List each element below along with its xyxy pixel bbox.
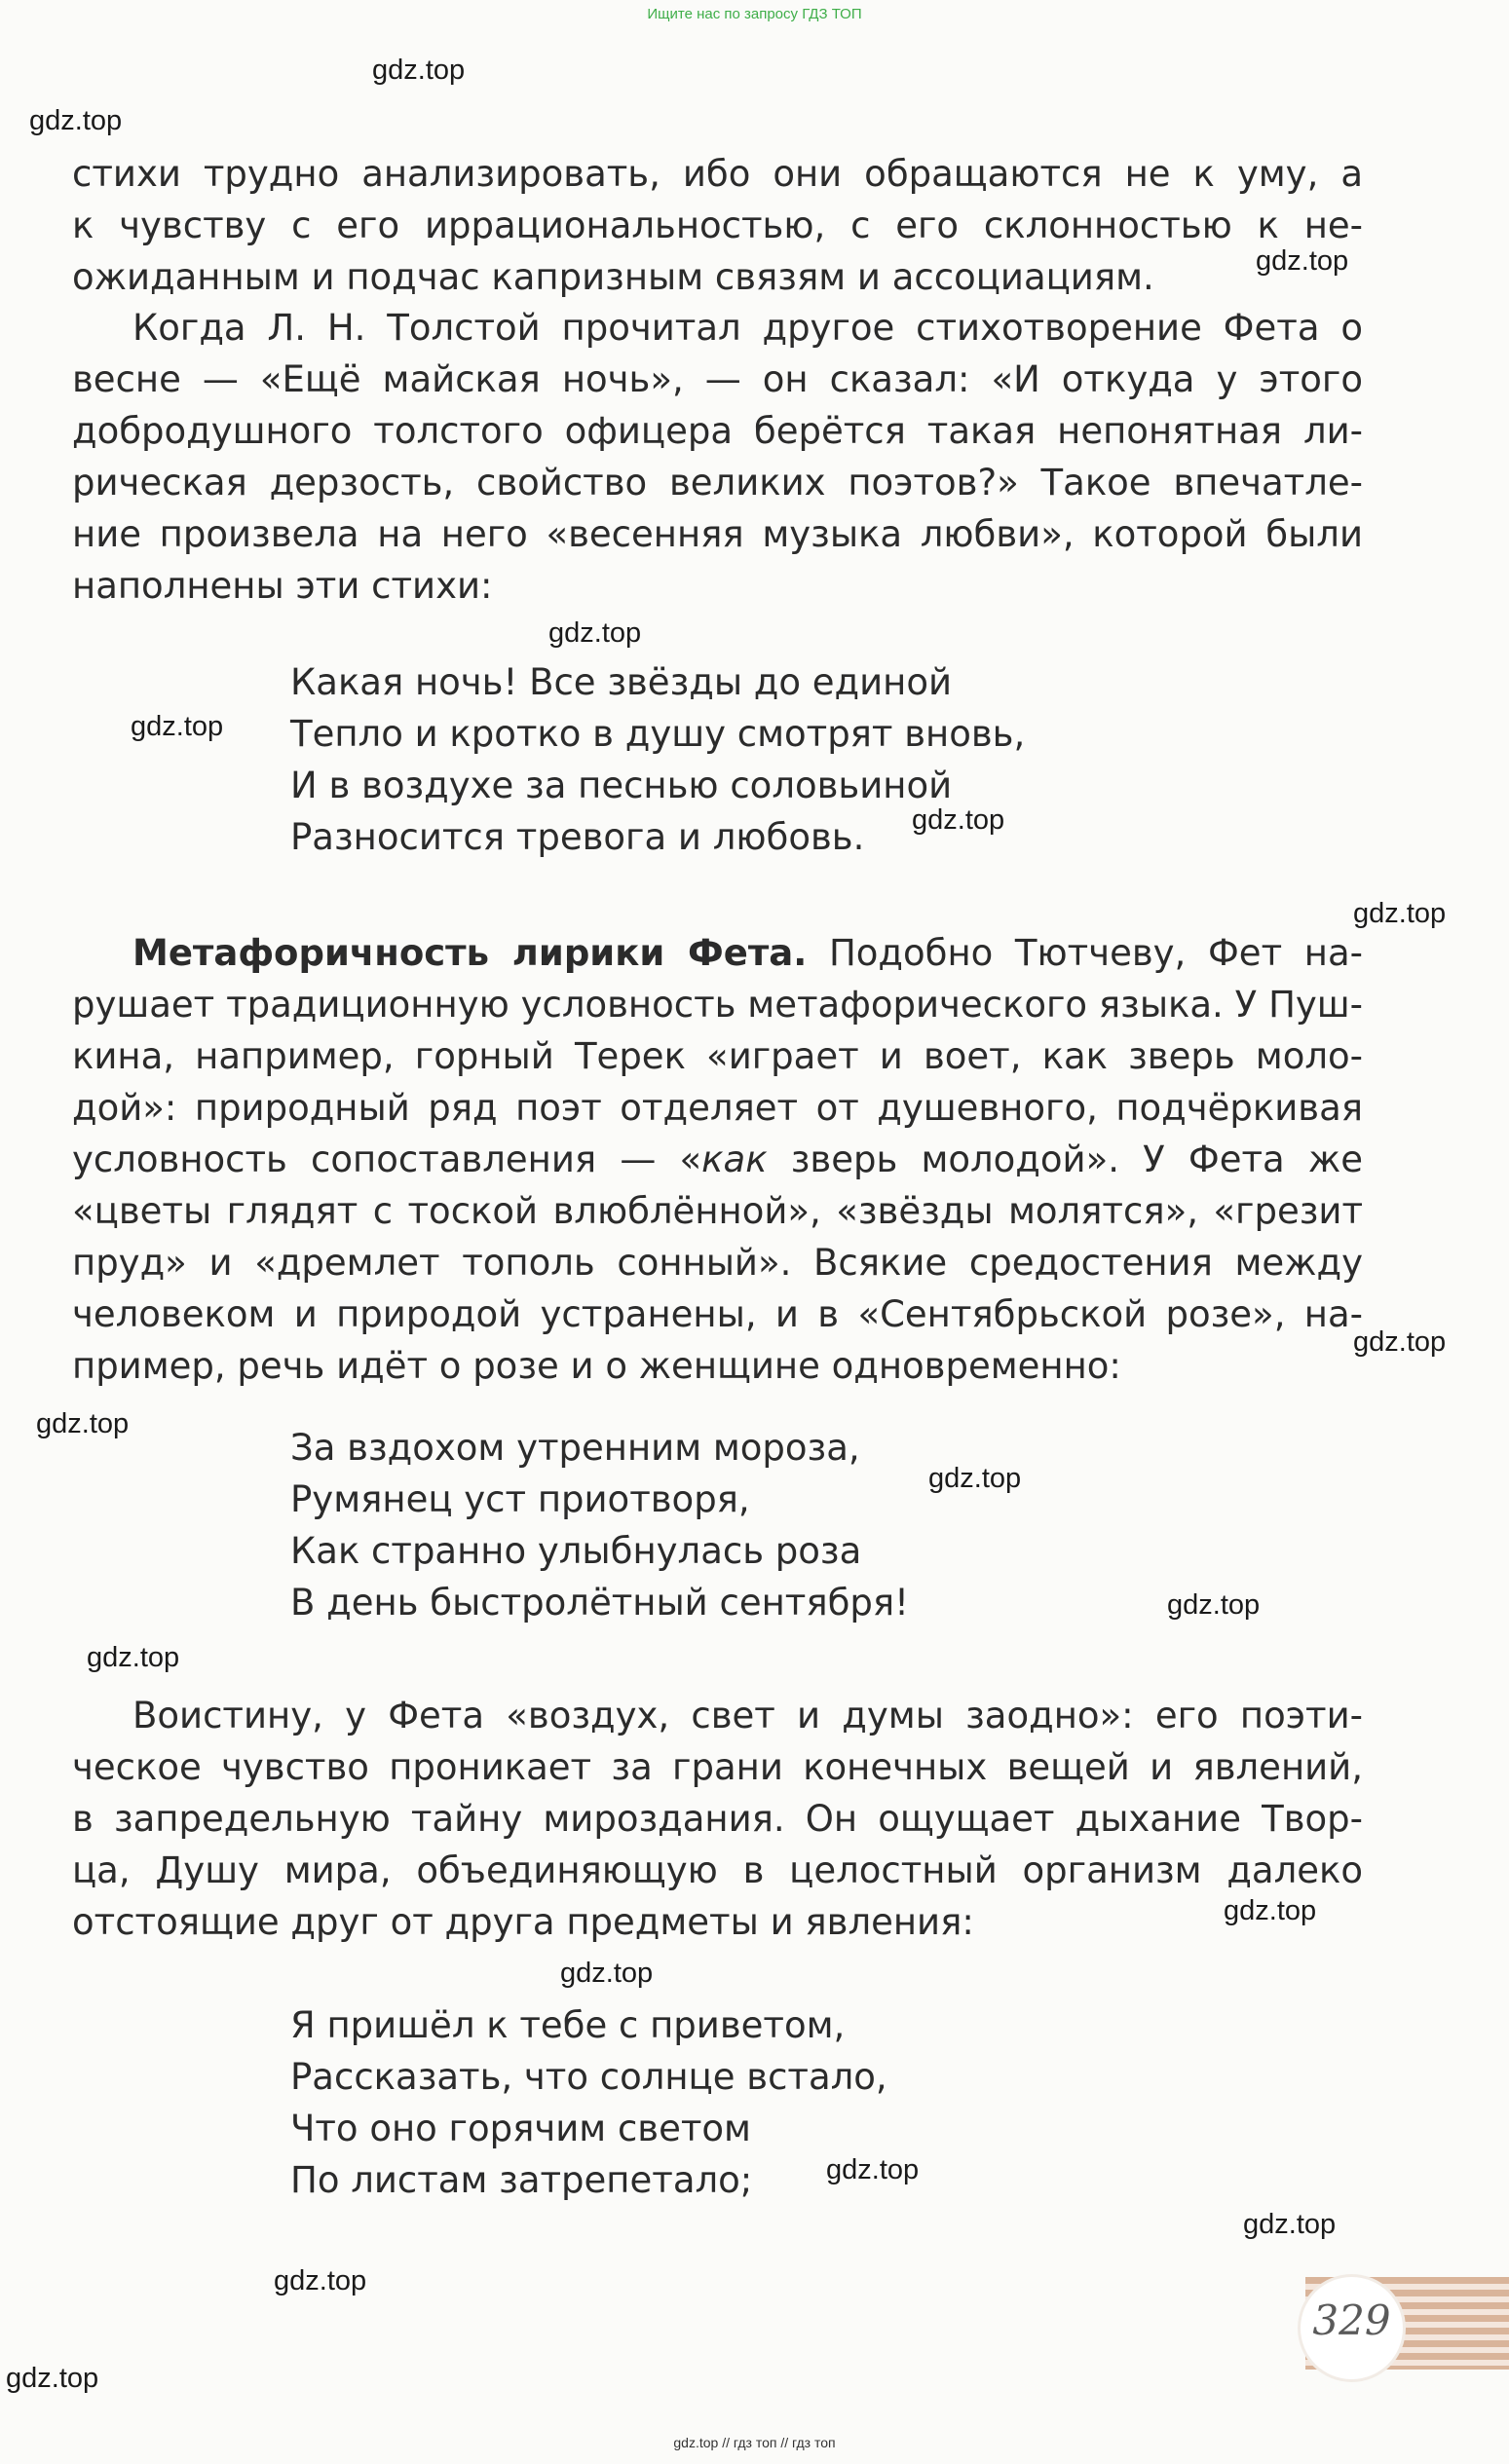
watermark: gdz.top — [372, 55, 466, 86]
paragraph-1 — [72, 148, 1363, 303]
text-line: «цветы глядят с тоской влюблённой», «звёзды молятся», «грезит — [72, 1190, 1363, 1232]
text-line: ческое чувство проникает за грани конечных вещей и явлений, — [72, 1746, 1363, 1788]
italic-word: как — [701, 1139, 768, 1180]
text-line: стихи трудно анализировать, ибо они обращаются не к уму, а — [72, 153, 1363, 195]
watermark: gdz.top — [560, 1958, 654, 1989]
text-line: ожиданным и подчас капризным связям и ассоциациям. — [72, 256, 1154, 298]
watermark: gdz.top — [1256, 245, 1349, 277]
paragraph-3 — [72, 927, 1363, 1392]
text-line: дой»: природный ряд поэт отделяет от душевного, подчёркивая — [72, 1087, 1363, 1129]
text-line: отстоящие друг от друга предметы и явления: — [72, 1901, 974, 1943]
text-line: добродушного толстого офицера берётся такая непонятная ли- — [72, 410, 1363, 452]
text-line: человеком и природой устранены, и в «Сентябрьской розе», на- — [72, 1293, 1363, 1335]
text-line: кина, например, горный Терек «играет и воет, как зверь моло- — [72, 1035, 1363, 1077]
paragraph-2 — [72, 302, 1363, 612]
text-line: весне — «Ещё майская ночь», — он сказал: «И откуда у этого — [72, 358, 1363, 400]
text-line: Когда Л. Н. Толстой прочитал другое стихотворение Фета о — [132, 307, 1363, 349]
text-line: Воистину, у Фета «воздух, свет и думы заодно»: его поэти- — [132, 1695, 1363, 1736]
watermark: gdz.top — [1224, 1895, 1317, 1926]
watermark: gdz.top — [548, 617, 642, 649]
watermark: gdz.top — [131, 711, 224, 742]
text-line: в запредельную тайну мироздания. Он ощущает дыхание Твор- — [72, 1798, 1363, 1840]
text-line: к чувству с его иррациональностью, с его склонностью к не- — [72, 205, 1363, 246]
section-heading: Метафоричность лирики Фета. — [132, 932, 808, 974]
text-line: ние произвела на него «весенняя музыка любви», которой были — [72, 513, 1363, 555]
watermark: gdz.top — [912, 804, 1005, 836]
watermark: gdz.top — [274, 2265, 367, 2296]
watermark: gdz.top — [29, 105, 123, 136]
poem-stanza-3 — [290, 1999, 887, 2206]
poem-line: По листам затрепетало; — [290, 2159, 753, 2201]
text-line: пример, речь идёт о розе и о женщине одновременно: — [72, 1345, 1121, 1387]
bottom-banner: gdz.top // гдз топ // гдз топ — [673, 2435, 836, 2450]
watermark: gdz.top — [1353, 1326, 1447, 1358]
text-line: рушает традиционную условность метафорического языка. У Пуш- — [72, 984, 1363, 1026]
poem-line: Тепло и кротко в душу смотрят вновь, — [290, 713, 1026, 755]
watermark: gdz.top — [36, 1408, 130, 1439]
poem-line: Как странно улыбнулась роза — [290, 1530, 862, 1572]
poem-line: Я пришёл к тебе с приветом, — [290, 2004, 846, 2046]
watermark: gdz.top — [1167, 1589, 1261, 1621]
poem-line: Какая ночь! Все звёзды до единой — [290, 661, 953, 703]
poem-line: Разносится тревога и любовь. — [290, 816, 865, 858]
text-line: наполнены эти стихи: — [72, 565, 493, 607]
text-line: условность сопоставления — «как зверь молодой». У Фета же — [72, 1139, 1364, 1180]
watermark: gdz.top — [928, 1463, 1022, 1494]
watermark: gdz.top — [826, 2154, 920, 2185]
poem-line: Румянец уст приотворя, — [290, 1478, 750, 1520]
watermark: gdz.top — [1353, 898, 1447, 929]
poem-line: Что оно горячим светом — [290, 2108, 751, 2149]
watermark: gdz.top — [87, 1642, 180, 1673]
poem-line: И в воздухе за песнью соловьиной — [290, 765, 953, 806]
watermark: gdz.top — [1243, 2209, 1337, 2240]
text-line: Метафоричность лирики Фета. Подобно Тютчеву, Фет на- — [132, 932, 1363, 974]
text-line: пруд» и «дремлет тополь сонный». Всякие средостения между — [72, 1242, 1363, 1284]
poem-line: Рассказать, что солнце встало, — [290, 2056, 887, 2098]
page-number: 329 — [1312, 2296, 1391, 2344]
top-banner: Ищите нас по запросу ГДЗ ТОП — [647, 6, 862, 22]
poem-line: За вздохом утренним мороза, — [290, 1427, 860, 1469]
watermark: gdz.top — [6, 2363, 99, 2394]
poem-line: В день быстролётный сентября! — [290, 1582, 909, 1624]
poem-stanza-2 — [290, 1422, 909, 1628]
text-line: ца, Душу мира, объединяющую в целостный организм далеко — [72, 1849, 1363, 1891]
paragraph-4 — [72, 1690, 1363, 1948]
text-line: рическая дерзость, свойство великих поэтов?» Такое впечатле- — [72, 462, 1363, 504]
